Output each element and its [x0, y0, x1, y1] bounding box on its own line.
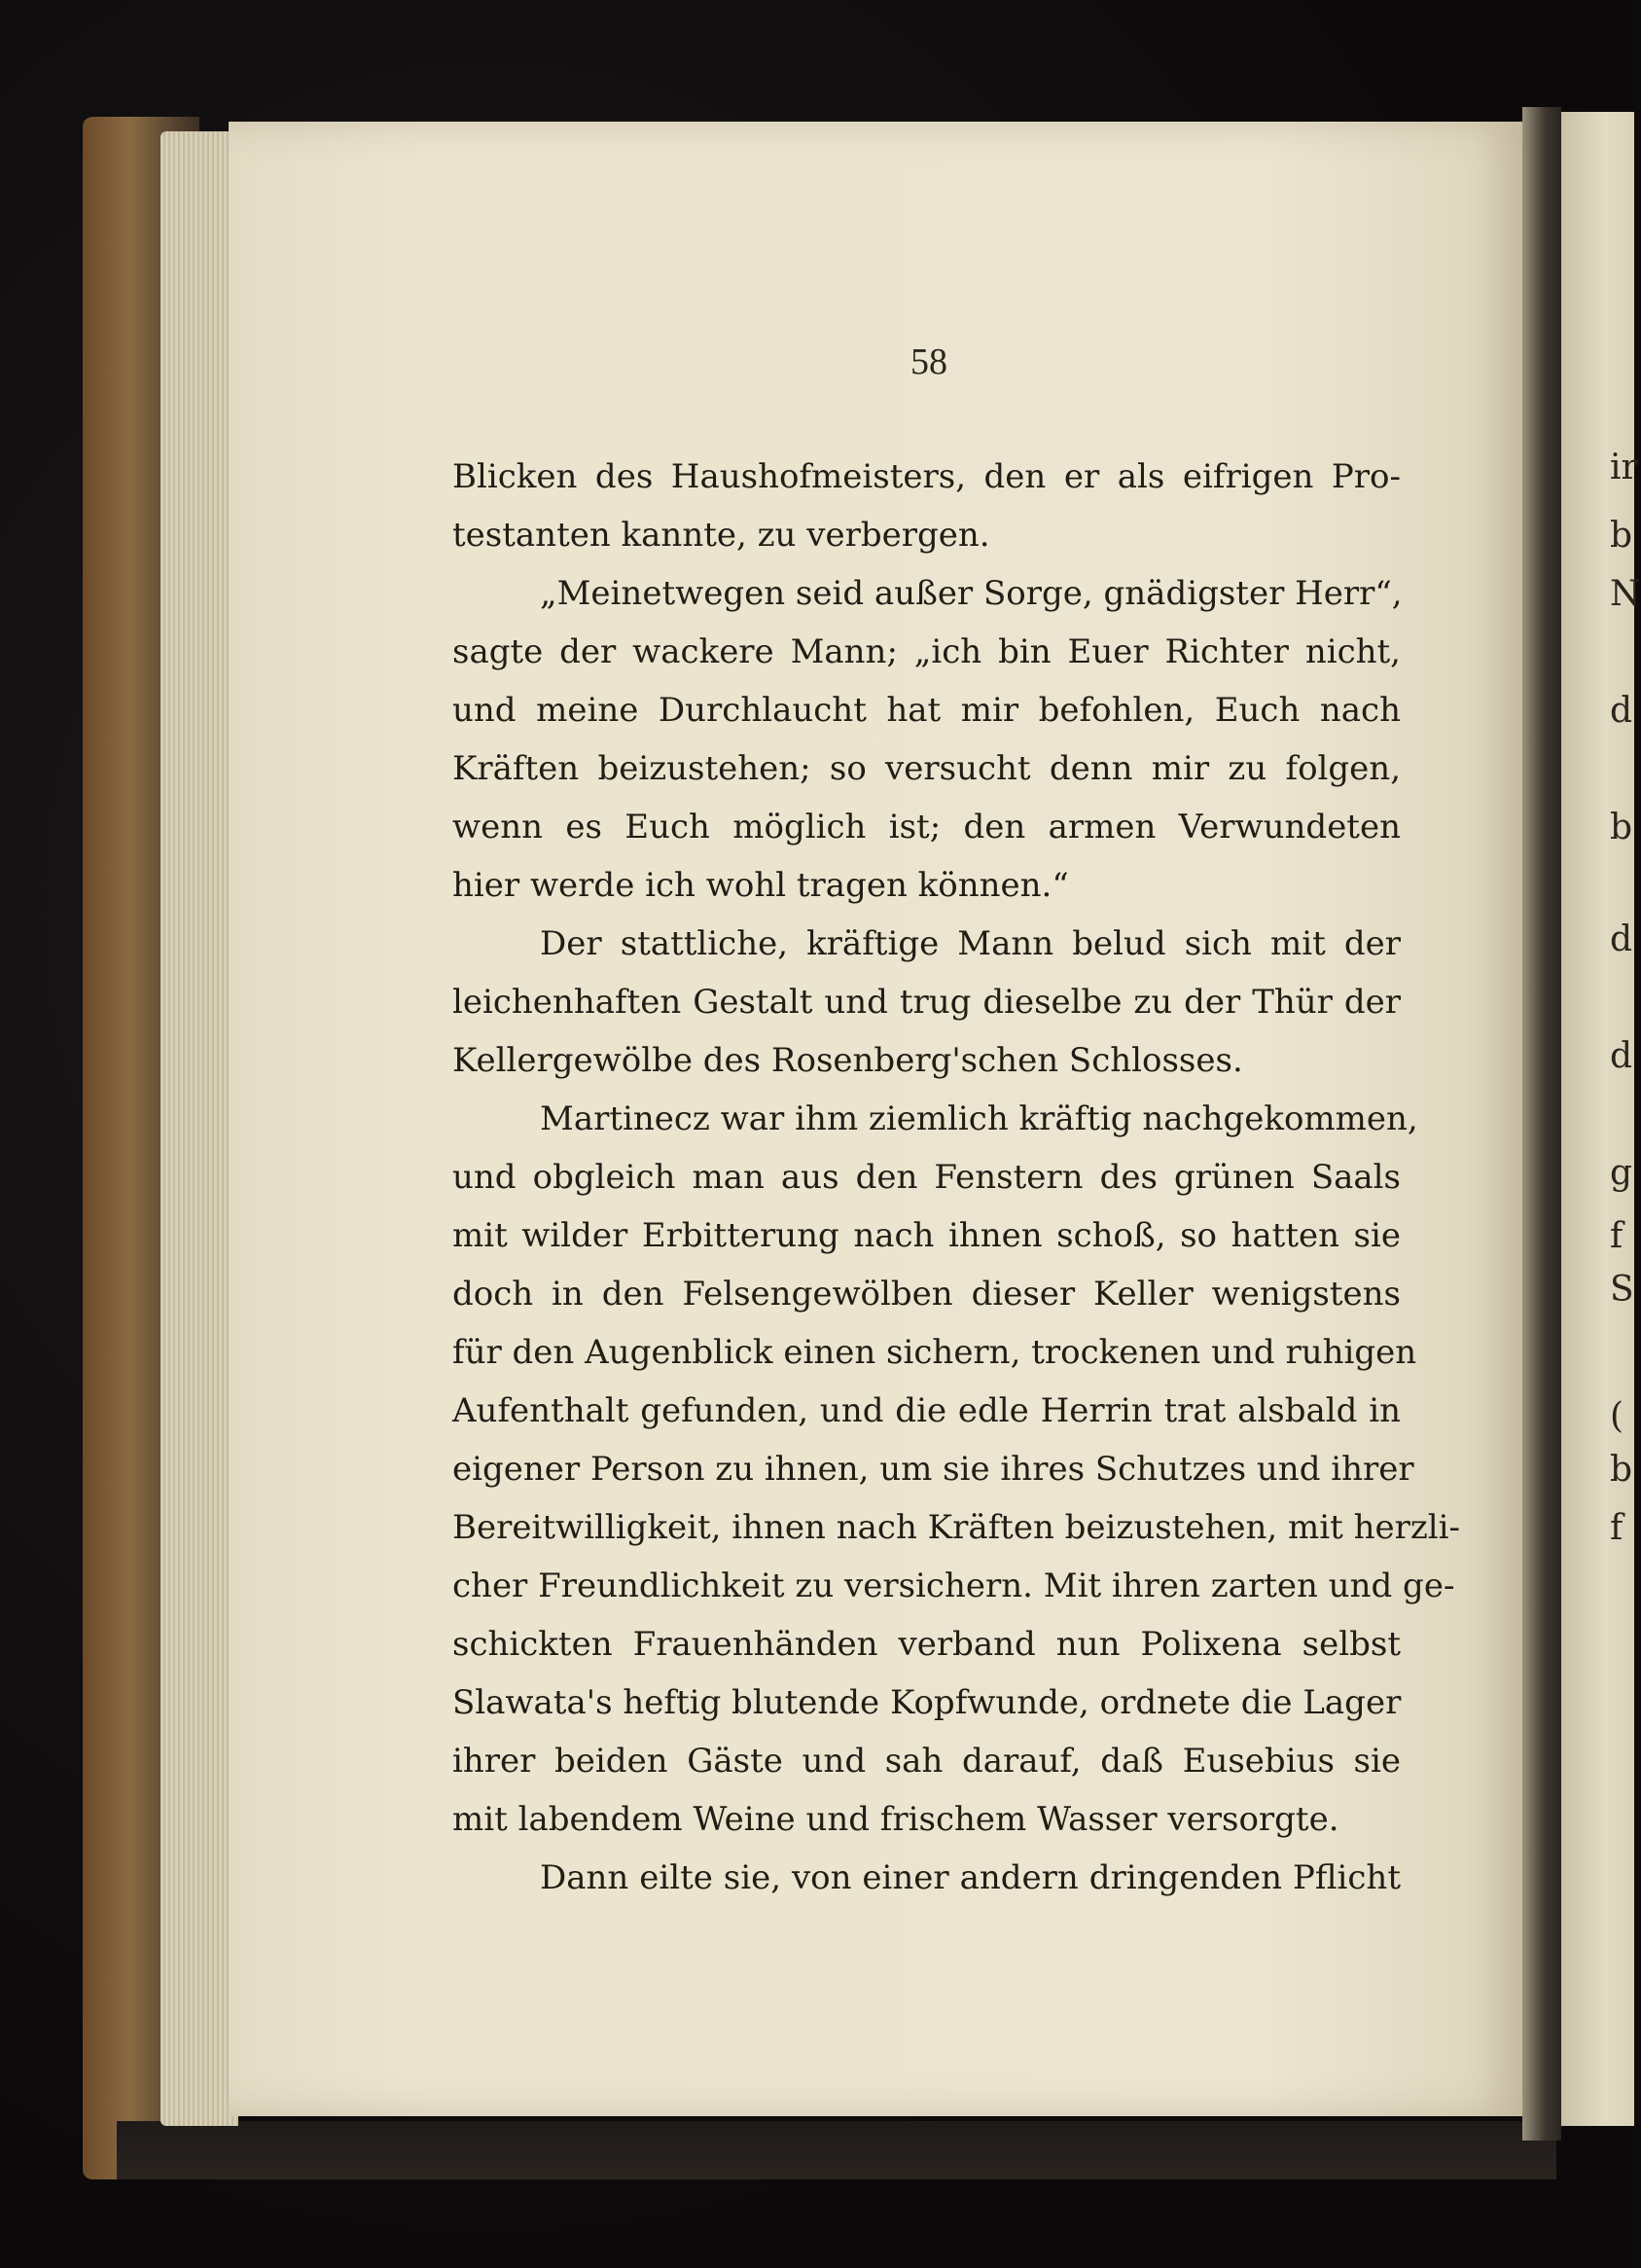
text-line: und meine Durchlaucht hat mir befohlen, Euch nach: [452, 691, 1401, 730]
text-line: Slawata's heftig blutende Kopfwunde, ordnete die Lager: [452, 1683, 1402, 1722]
text-line: leichenhaften Gestalt und trug dieselbe zu der Thür der: [452, 983, 1401, 1022]
next-page-glyph: d: [1610, 1036, 1633, 1076]
next-page-glyph: f: [1610, 1508, 1623, 1548]
next-page-glyph: d: [1610, 919, 1633, 959]
next-page-glyph: f: [1610, 1216, 1623, 1256]
text-line: Martinecz war ihm ziemlich kräftig nachgekommen,: [540, 1099, 1418, 1138]
text-line: eigener Person zu ihnen, um sie ihres Schutzes und ihrer: [452, 1450, 1414, 1489]
text-line: mit labendem Weine und frischem Wasser versorgte.: [452, 1800, 1339, 1839]
text-line: Blicken des Haushofmeisters, den er als eifrigen Pro-: [452, 457, 1401, 496]
next-page-glyph: N: [1610, 574, 1641, 614]
book-cover-bottom: [117, 2121, 1556, 2179]
text-line: Aufenthalt gefunden, und die edle Herrin trat alsbald in: [452, 1391, 1401, 1430]
text-line: schickten Frauenhänden verband nun Polixena selbst: [452, 1625, 1401, 1664]
next-page-glyph: g: [1610, 1153, 1633, 1193]
text-line: „Meinetwegen seid außer Sorge, gnädigster Herr“,: [540, 574, 1403, 613]
next-page-glyph: ir: [1610, 448, 1638, 487]
text-line: ihrer beiden Gäste und sah darauf, daß Eusebius sie: [452, 1742, 1401, 1781]
text-line: doch in den Felsengewölben dieser Keller wenigstens: [452, 1275, 1401, 1314]
text-line: hier werde ich wohl tragen können.“: [452, 866, 1069, 905]
page-number: 58: [910, 342, 947, 382]
page-body-text: [452, 448, 1461, 1907]
text-line: Bereitwilligkeit, ihnen nach Kräften beizustehen, mit herzli-: [452, 1508, 1461, 1547]
next-page-glyph: (: [1610, 1396, 1624, 1436]
text-line: und obgleich man aus den Fenstern des grünen Saals: [452, 1158, 1401, 1197]
text-line: Kellergewölbe des Rosenberg'schen Schlosses.: [452, 1041, 1243, 1080]
next-page-glyph: b: [1610, 516, 1633, 556]
text-line: sagte der wackere Mann; „ich bin Euer Richter nicht,: [452, 632, 1401, 671]
book-gutter: [1522, 107, 1561, 2141]
text-line: mit wilder Erbitterung nach ihnen schoß, so hatten sie: [452, 1216, 1401, 1255]
next-page-glyph: b: [1610, 1450, 1633, 1490]
text-line: testanten kannte, zu verbergen.: [452, 516, 990, 555]
page-edges: [161, 131, 238, 2126]
text-line: Der stattliche, kräftige Mann belud sich mit der: [540, 924, 1401, 963]
text-line: Kräften beizustehen; so versucht denn mir zu folgen,: [452, 749, 1401, 788]
text-line: cher Freundlichkeit zu versichern. Mit ihren zarten und ge-: [452, 1566, 1455, 1605]
next-page-edge: [1561, 112, 1641, 2126]
text-line: wenn es Euch möglich ist; den armen Verwundeten: [452, 808, 1401, 846]
text-line: Dann eilte sie, von einer andern dringenden Pflicht: [540, 1858, 1401, 1897]
next-page-glyph: d: [1610, 691, 1633, 731]
next-page-glyph: S: [1610, 1270, 1634, 1310]
text-line: für den Augenblick einen sichern, trockenen und ruhigen: [452, 1333, 1417, 1372]
next-page-glyph: b: [1610, 808, 1633, 847]
